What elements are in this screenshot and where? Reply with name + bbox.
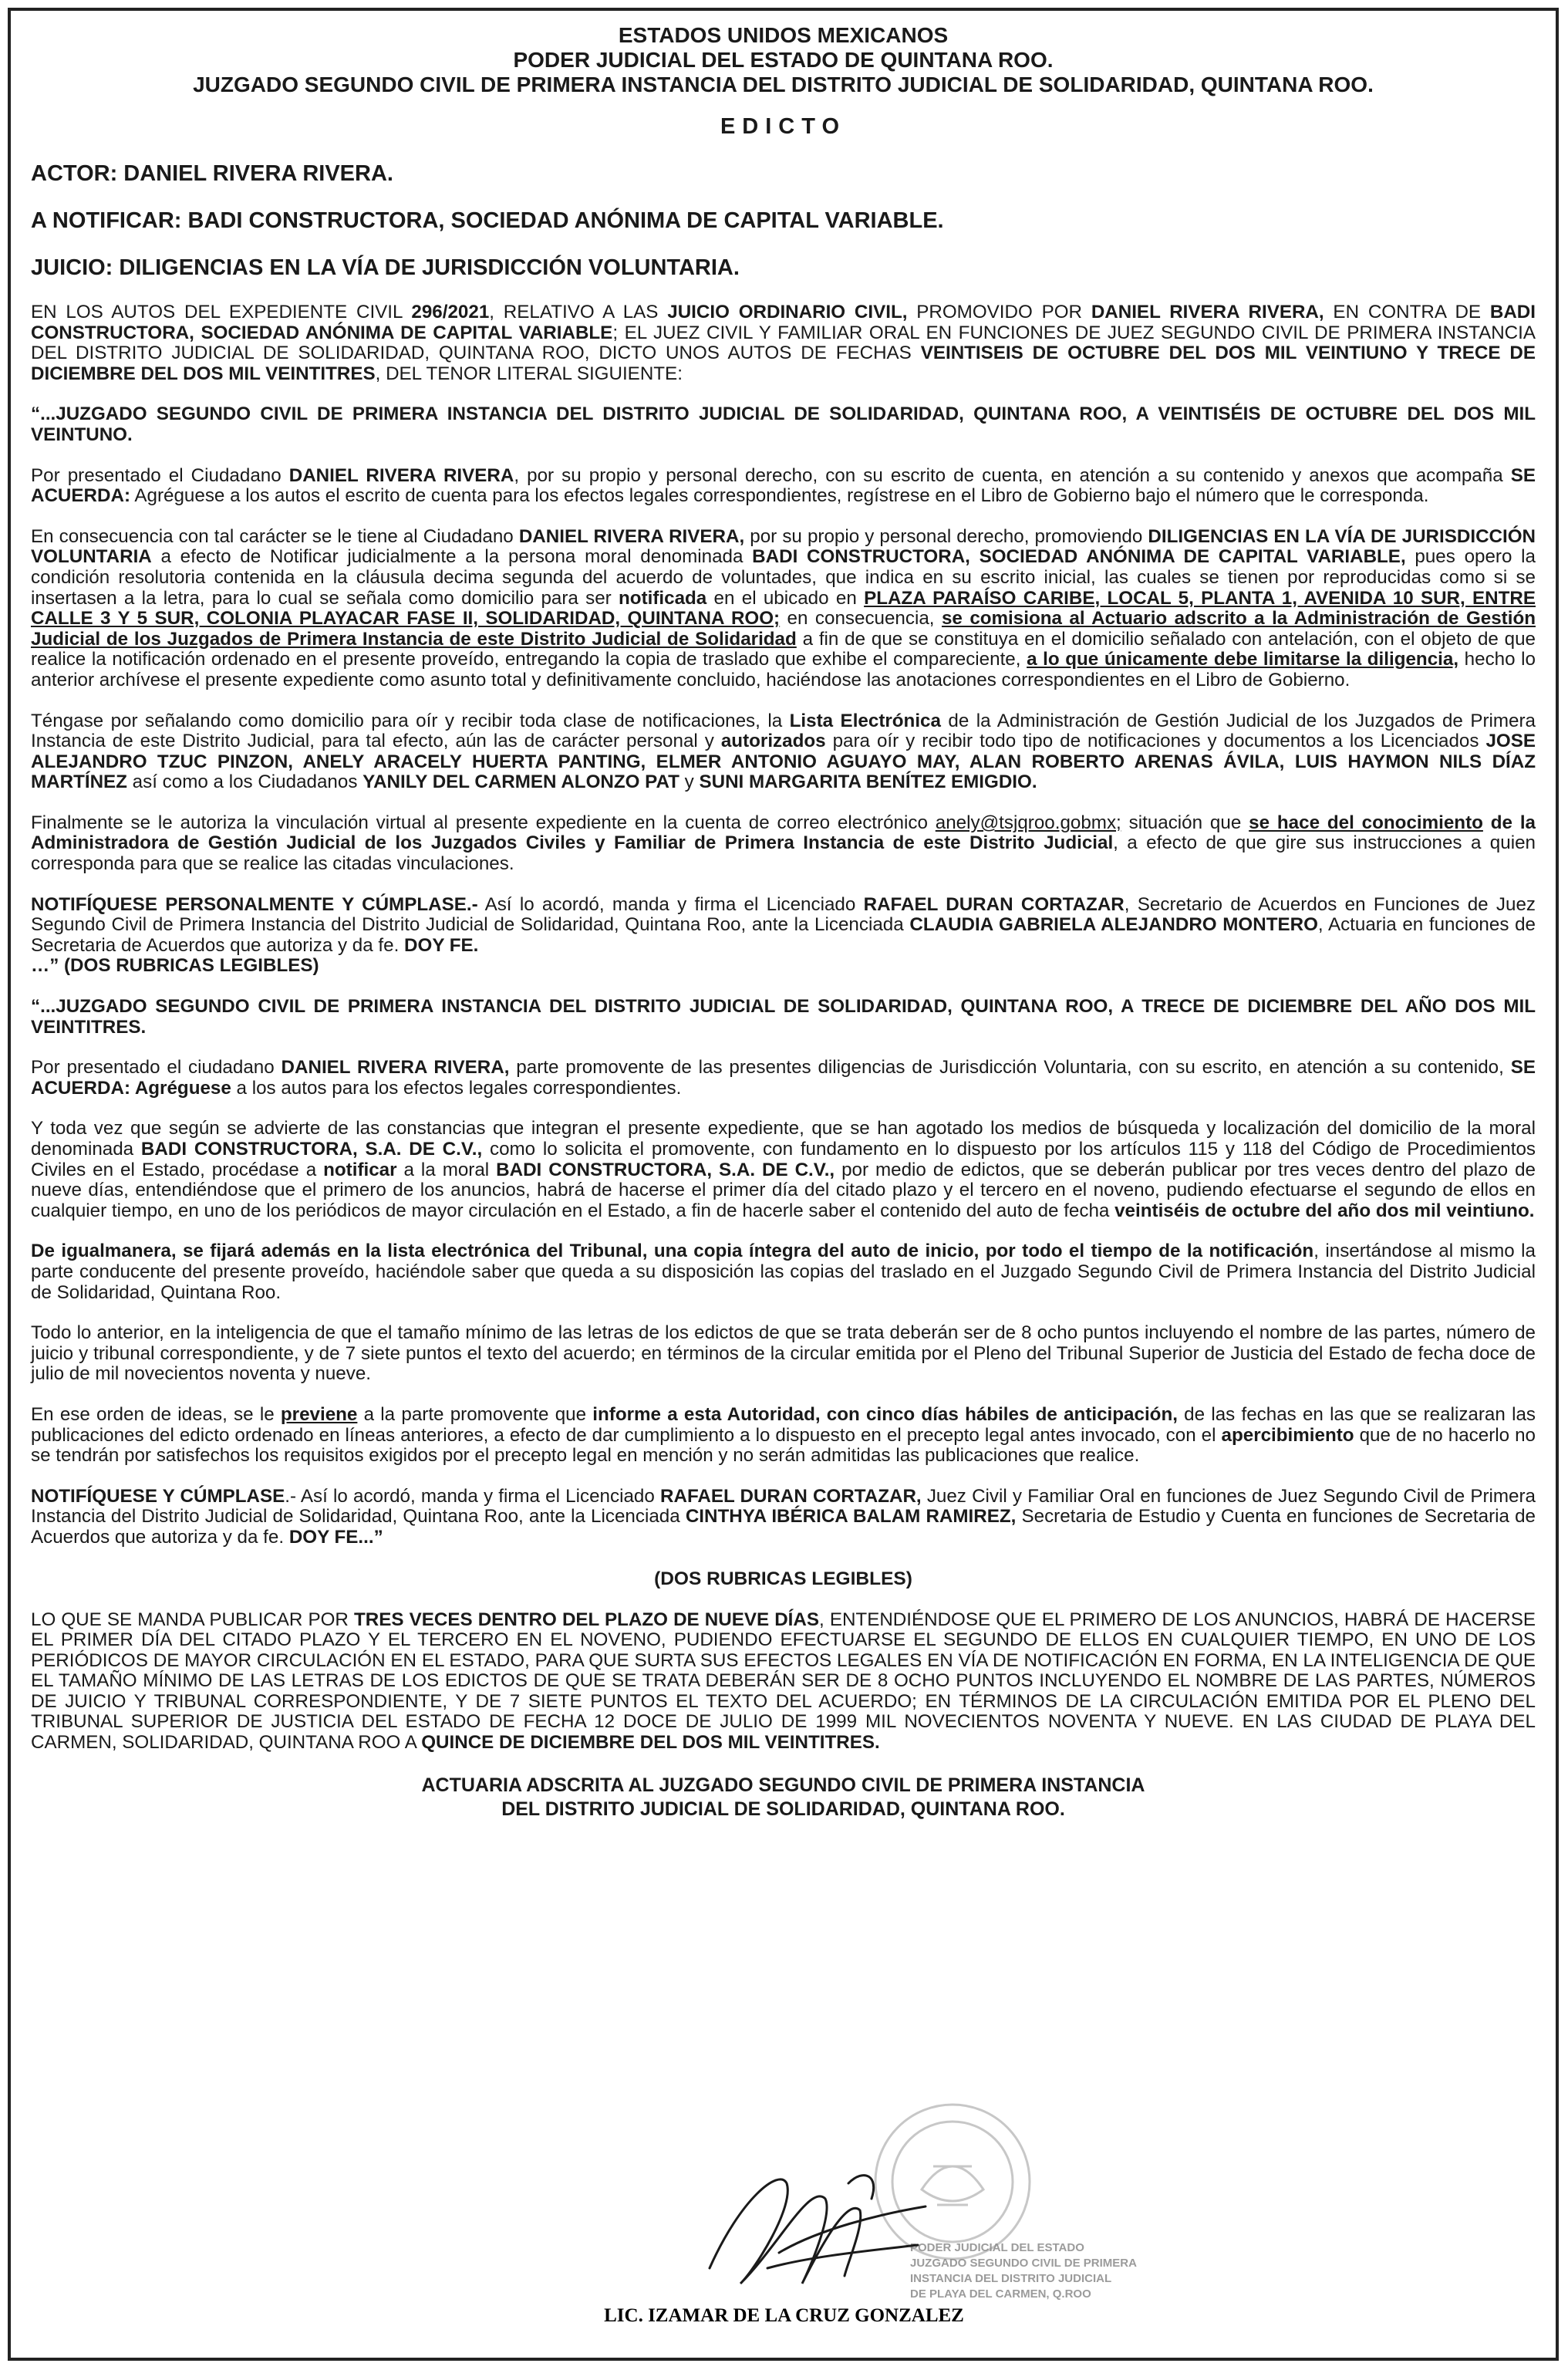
- header-country: ESTADOS UNIDOS MEXICANOS: [618, 23, 949, 47]
- paragraph-previene: En ese orden de ideas, se le previene a la parte promovente que informe a esta Autoridad, con cinco días hábiles de anticipación, de las fechas en las que se realizaran las publicaciones del edicto ordenado en líneas anteriores, a efecto de dar cumplimiento a lo dispuesto en el precepto legal antes invocado, con el apercibimiento que de no hacerlo no se tendrán por satisfechos los requisitos exigidos por el precepto legal en mención y no serán admitidas las publicaciones que realice.: [31, 1403, 1536, 1467]
- paragraph-auto-heading-1: “...JUZGADO SEGUNDO CIVIL DE PRIMERA INSTANCIA DEL DISTRITO JUDICIAL DE SOLIDARIDAD, QUINTANA ROO, A VEINTISÉIS DE OCTUBRE DEL DOS MIL VEINTUNO.: [31, 403, 1536, 445]
- actor-line: ACTOR: DANIEL RIVERA RIVERA.: [31, 161, 393, 186]
- notify-line: A NOTIFICAR: BADI CONSTRUCTORA, SOCIEDAD ANÓNIMA DE CAPITAL VARIABLE.: [31, 208, 944, 233]
- document-title: EDICTO: [720, 114, 847, 139]
- paragraph-lista-electronica: De igualmanera, se fijará además en la lista electrónica del Tribunal, una copia íntegra del auto de inicio, por todo el tiempo de la notificación, insertándose al mismo la parte conducente del presente proveído, haciéndole saber que queda a su disposición las copias del traslado en el Juzgado Segundo Civil de Primera Instancia del Distrito Judicial de Solidaridad, Quintana Roo.: [31, 1241, 1536, 1303]
- paragraph-tamano-letras: Todo lo anterior, en la inteligencia de que el tamaño mínimo de las letras de los edictos de que se trata deberán ser de 8 ocho puntos incluyendo el nombre de las partes, número de juicio y tribunal correspondiente, y de 7 siete puntos el texto del acuerdo; en términos de la circular emitida por el Pleno del Tribunal Superior de Justicia del Estado de fecha doce de julio de mil novecientos noventa y nueve.: [31, 1322, 1536, 1385]
- paragraph-presentado-2: Por presentado el ciudadano DANIEL RIVERA RIVERA, parte promovente de las presentes diligencias de Jurisdicción Voluntaria, con su escrito, en atención a su contenido, SE ACUERDA: Agréguese a los autos para los efectos legales correspondientes.: [31, 1057, 1536, 1099]
- paragraph-vinculacion: Finalmente se le autoriza la vinculación virtual al presente expediente en la cuenta de correo electrónico anely@tsjqroo.gobmx; situación que se hace del conocimiento de la Administradora de Gestión Judicial de los Juzgados Civiles y Familiar de Primera Instancia de este Distrito Judicial, a efecto de que gire sus instrucciones a quien corresponda para que se realice las citadas vinculaciones.: [31, 812, 1536, 875]
- paragraph-edictos: Y toda vez que según se advierte de las constancias que integran el presente expediente, que se han agotado los medios de búsqueda y localización del domicilio de la moral denominada BADI CONSTRUCTORA, S.A. DE C.V., como lo solicita el promovente, con fundamento en lo dispuesto por los artículos 115 y 118 del Código de Procedimientos Civiles en el Estado, procédase a notificar a la moral BADI CONSTRUCTORA, S.A. DE C.V., por medio de edictos, que se deberán publicar por tres veces dentro del plazo de nueve días, entendiéndose que el primero de los anuncios, habrá de hacerse el primer día del citado plazo y el tercero en el noveno, pudiendo efectuarse el segundo de ellos en cualquier tiempo, en uno de los periódicos de mayor circulación en el Estado, a fin de hacerle saber el contenido del auto de fecha veintiséis de octubre del año dos mil veintiuno.: [31, 1118, 1536, 1221]
- svg-text:PODER JUDICIAL DEL ESTADO: PODER JUDICIAL DEL ESTADO: [910, 2241, 1084, 2254]
- edict-page: [8, 8, 1559, 2361]
- svg-text:JUZGADO SEGUNDO CIVIL DE PRIME: JUZGADO SEGUNDO CIVIL DE PRIMERA: [910, 2257, 1137, 2270]
- paragraph-expediente: EN LOS AUTOS DEL EXPEDIENTE CIVIL 296/2021, RELATIVO A LAS JUICIO ORDINARIO CIVIL, PROMOVIDO POR DANIEL RIVERA RIVERA, EN CONTRA DE BADI CONSTRUCTORA, SOCIEDAD ANÓNIMA DE CAPITAL VARIABLE; EL JUEZ CIVIL Y FAMILIAR ORAL EN FUNCIONES DE JUEZ SEGUNDO CIVIL DE PRIMERA INSTANCIA DEL DISTRITO JUDICIAL DE SOLIDARIDAD, QUINTANA ROO, DICTO UNOS AUTOS DE FECHAS VEINTISEIS DE OCTUBRE DEL DOS MIL VEINTIUNO Y TRECE DE DICIEMBRE DEL DOS MIL VEINTITRES, DEL TENOR LITERAL SIGUIENTE:: [31, 302, 1536, 384]
- paragraph-auto-heading-2: “...JUZGADO SEGUNDO CIVIL DE PRIMERA INSTANCIA DEL DISTRITO JUDICIAL DE SOLIDARIDAD, QUINTANA ROO, A TRECE DE DICIEMBRE DEL AÑO DOS MIL VEINTITRES.: [31, 996, 1536, 1038]
- paragraph-presentado: Por presentado el Ciudadano DANIEL RIVERA RIVERA, por su propio y personal derecho, con su escrito de cuenta, en atención a su contenido y anexos que acompaña SE ACUERDA: Agréguese a los autos el escrito de cuenta para los efectos legales correspondientes, regístrese en el Libro de Gobierno bajo el número que le corresponda.: [31, 464, 1536, 507]
- svg-text:DE PLAYA DEL CARMEN, Q.ROO: DE PLAYA DEL CARMEN, Q.ROO: [910, 2287, 1091, 2301]
- trial-line: JUICIO: DILIGENCIAS EN LA VÍA DE JURISDICCIÓN VOLUNTARIA.: [31, 255, 740, 280]
- signatory-name: LIC. IZAMAR DE LA CRUZ GONZALEZ: [604, 2305, 964, 2326]
- paragraph-domicilio: Téngase por señalando como domicilio para oír y recibir toda clase de notificaciones, la Lista Electrónica de la Administración de Gestión Judicial de los Juzgados de Primera Instancia de este Distrito Judicial, para tal efecto, aún las de carácter personal y autorizados para oír y recibir todo tipo de notificaciones y documentos a los Licenciados JOSE ALEJANDRO TZUC PINZON, ANELY ARACELY HUERTA PANTING, ELMER ANTONIO AGUAYO MAY, ALAN ROBERTO ARENAS ÁVILA, LUIS HAYMON NILS DÍAZ MARTÍNEZ así como a los Ciudadanos YANILY DEL CARMEN ALONZO PAT y SUNI MARGARITA BENÍTEZ EMIGDIO.: [31, 710, 1536, 793]
- paragraph-consecuencia: En consecuencia con tal carácter se le tiene al Ciudadano DANIEL RIVERA RIVERA, por su propio y personal derecho, promoviendo DILIGENCIAS EN LA VÍA DE JURISDICCIÓN VOLUNTARIA a efecto de Notificar judicialmente a la persona moral denominada BADI CONSTRUCTORA, SOCIEDAD ANÓNIMA DE CAPITAL VARIABLE, pues opero la condición resolutoria contenida en la cláusula decima segunda del acuerdo de voluntades, que indica en su escrito inicial, las cuales se tienen por reproducidas como si se insertasen a la letra, para lo cual se señala como domicilio para ser notificada en el ubicado en PLAZA PARAÍSO CARIBE, LOCAL 5, PLANTA 1, AVENIDA 10 SUR, ENTRE CALLE 3 Y 5 SUR, COLONIA PLAYACAR FASE II, SOLIDARIDAD, QUINTANA ROO; en consecuencia, se comisiona al Actuario adscrito a la Administración de Gestión Judicial de los Juzgados de Primera Instancia de este Distrito Judicial de Solidaridad a fin de que se constituya en el domicilio señalado con antelación, con el objeto de que realice la notificación ordenado en el presente proveído, entregando la copia de traslado que exhibe el compareciente, a lo que únicamente debe limitarse la diligencia, hecho lo anterior archívese el presente expediente como asunto total y definitivamente concluido, haciéndose las anotaciones correspondientes en el Libro de Gobierno.: [31, 525, 1536, 690]
- header-judicial-power: PODER JUDICIAL DEL ESTADO DE QUINTANA ROO.: [513, 48, 1054, 72]
- svg-text:INSTANCIA DEL DISTRITO JUDICIA: INSTANCIA DEL DISTRITO JUDICIAL: [910, 2272, 1112, 2285]
- signatory-title: ACTUARIA ADSCRITA AL JUZGADO SEGUNDO CIVIL DE PRIMERA INSTANCIA DEL DISTRITO JUDICIAL DE SOLIDARIDAD, QUINTANA ROO.: [421, 1774, 1145, 1820]
- paragraph-notifiquese-2: NOTIFÍQUESE Y CÚMPLASE.- Así lo acordó, manda y firma el Licenciado RAFAEL DURAN CORTAZAR, Juez Civil y Familiar Oral en funciones de Juez Segundo Civil de Primera Instancia del Distrito Judicial de Solidaridad, Quintana Roo, ante la Licenciada CINTHYA IBÉRICA BALAM RAMIREZ, Secretaria de Estudio y Cuenta en funciones de Secretaria de Acuerdos que autoriza y da fe. DOY FE...”: [31, 1485, 1536, 1548]
- email-address: anely@tsjqroo.gobmx;: [935, 812, 1121, 833]
- paragraph-notifiquese-1: NOTIFÍQUESE PERSONALMENTE Y CÚMPLASE.- Así lo acordó, manda y firma el Licenciado RAFAEL DURAN CORTAZAR, Secretario de Acuerdos en Funciones de Juez Segundo Civil de Primera Instancia del Distrito Judicial de Solidaridad, Quintana Roo, ante la Licenciada CLAUDIA GABRIELA ALEJANDRO MONTERO, Actuaria en funciones de Secretaria de Acuerdos que autoriza y da fe. DOY FE. …” (DOS RUBRICAS LEGIBLES): [31, 893, 1536, 977]
- header-court: JUZGADO SEGUNDO CIVIL DE PRIMERA INSTANCIA DEL DISTRITO JUDICIAL DE SOLIDARIDAD, QUINTANA ROO.: [193, 73, 1374, 96]
- rubricas-note: (DOS RUBRICAS LEGIBLES): [654, 1568, 912, 1589]
- handwritten-signature-icon: [694, 2152, 941, 2307]
- paragraph-publicar: LO QUE SE MANDA PUBLICAR POR TRES VECES DENTRO DEL PLAZO DE NUEVE DÍAS, ENTENDIÉNDOSE QUE EL PRIMERO DE LOS ANUNCIOS, HABRÁ DE HACERSE EL PRIMER DÍA DEL CITADO PLAZO Y EL TERCERO EN EL NOVENO, PUDIENDO EFECTUARSE EL SEGUNDO DE ELLOS EN CUALQUIER TIEMPO, EN UNO DE LOS PERIÓDICOS DE MAYOR CIRCULACIÓN EN EL ESTADO, PARA QUE SURTA SUS EFECTOS LEGALES EN VÍA DE NOTIFICACIÓN EN FORMA, EN LA INTELIGENCIA DE QUE EL TAMAÑO MÍNIMO DE LAS LETRAS DE LOS EDICTOS DE QUE SE TRATA DEBERÁN SER DE 8 OCHO PUNTOS INCLUYENDO EL NOMBRE DE LAS PARTES, NÚMEROS DE JUICIO Y TRIBUNAL CORRESPONDIENTE, Y DE 7 SIETE PUNTOS EL TEXTO DEL ACUERDO; EN TÉRMINOS DE LA CIRCULACIÓN EMITIDA POR EL PLENO DEL TRIBUNAL SUPERIOR DE JUSTICIA DEL ESTADO DE FECHA 12 DOCE DE JULIO DE 1999 MIL NOVECIENTOS NOVENTA Y NUEVE. EN LAS CIUDAD DE PLAYA DEL CARMEN, SOLIDARIDAD, QUINTANA ROO A QUINCE DE DICIEMBRE DEL DOS MIL VEINTITRES.: [31, 1609, 1536, 1754]
- document-header: [31, 23, 1536, 97]
